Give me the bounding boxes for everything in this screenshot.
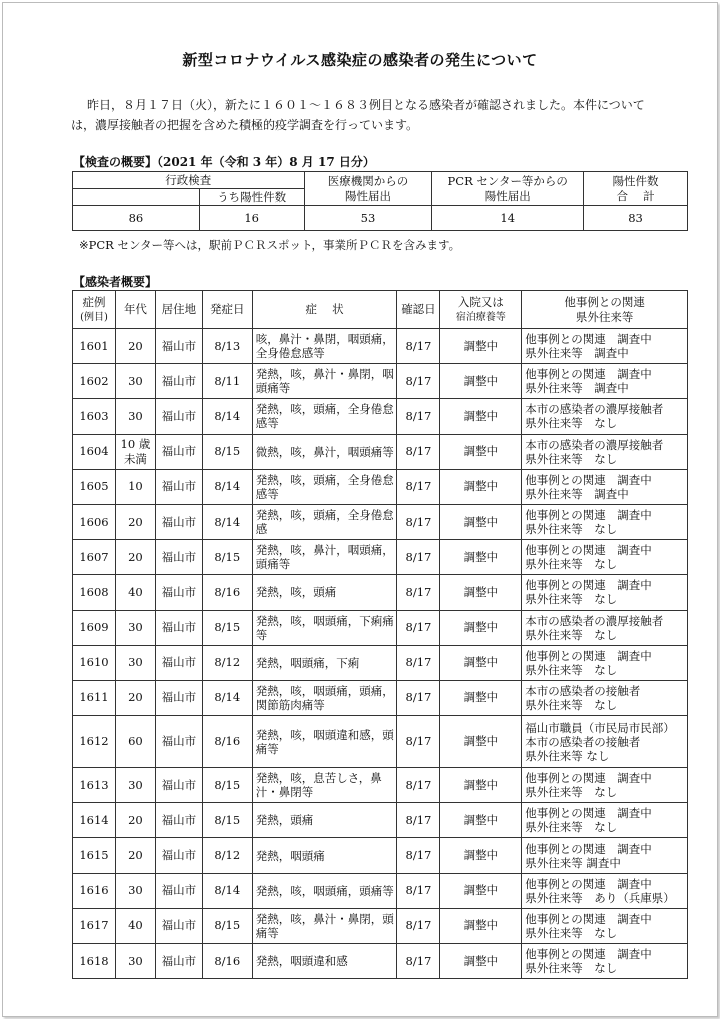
table-row bbox=[73, 469, 688, 504]
case-age: 60 bbox=[115, 716, 155, 768]
case-onset-date: 8/15 bbox=[202, 434, 252, 469]
case-symptoms: 発熱，咳，咽頭痛，頭痛，関節筋肉痛等 bbox=[252, 680, 397, 715]
header-medical: 医療機関からの 陽性届出 bbox=[304, 172, 432, 206]
header-positive: うち陽性件数 bbox=[199, 189, 304, 206]
case-symptoms: 発熱，咳，咽頭痛，下痢痛等 bbox=[252, 610, 397, 645]
case-confirmed-date: 8/17 bbox=[397, 610, 440, 645]
case-hospital-status: 調整中 bbox=[440, 716, 522, 768]
case-residence: 福山市 bbox=[155, 575, 202, 610]
col-age: 年代 bbox=[115, 291, 155, 329]
case-symptoms: 発熱，咳，息苦しさ，鼻汁・鼻閉等 bbox=[252, 768, 397, 803]
case-relation: 本市の感染者の濃厚接触者 県外往来等 なし bbox=[522, 399, 688, 434]
case-relation: 他事例との関連 調査中 県外往来等 なし bbox=[522, 645, 688, 680]
case-number: 1615 bbox=[73, 838, 116, 873]
case-confirmed-date: 8/17 bbox=[397, 504, 440, 539]
case-hospital-status: 調整中 bbox=[440, 803, 522, 838]
table-row bbox=[73, 645, 688, 680]
case-confirmed-date: 8/17 bbox=[397, 716, 440, 768]
case-confirmed-date: 8/17 bbox=[397, 469, 440, 504]
case-age: 30 bbox=[115, 610, 155, 645]
col-hospital: 入院又は 宿泊療養等 bbox=[440, 291, 522, 329]
value-total: 83 bbox=[584, 206, 688, 231]
table-row bbox=[73, 873, 688, 908]
value-pcr: 14 bbox=[432, 206, 584, 231]
case-onset-date: 8/15 bbox=[202, 908, 252, 943]
case-confirmed-date: 8/17 bbox=[397, 364, 440, 399]
case-number: 1609 bbox=[73, 610, 116, 645]
col-residence: 居住地 bbox=[155, 291, 202, 329]
case-hospital-status: 調整中 bbox=[440, 364, 522, 399]
case-age: 20 bbox=[115, 803, 155, 838]
case-onset-date: 8/15 bbox=[202, 768, 252, 803]
case-symptoms: 発熱，咳，咽頭痛，頭痛等 bbox=[252, 873, 397, 908]
case-number: 1616 bbox=[73, 873, 116, 908]
case-onset-date: 8/14 bbox=[202, 504, 252, 539]
case-hospital-status: 調整中 bbox=[440, 838, 522, 873]
table-row bbox=[73, 716, 688, 768]
case-number: 1610 bbox=[73, 645, 116, 680]
case-symptoms: 発熱，咳，頭痛，全身倦怠感 bbox=[252, 504, 397, 539]
page-title: 新型コロナウイルス感染症の感染者の発生について bbox=[182, 51, 538, 69]
case-hospital-status: 調整中 bbox=[440, 575, 522, 610]
case-residence: 福山市 bbox=[155, 434, 202, 469]
case-residence: 福山市 bbox=[155, 329, 202, 364]
table-row bbox=[73, 504, 688, 539]
case-age: 30 bbox=[115, 399, 155, 434]
case-residence: 福山市 bbox=[155, 716, 202, 768]
table-row bbox=[73, 329, 688, 364]
case-residence: 福山市 bbox=[155, 540, 202, 575]
case-number: 1617 bbox=[73, 908, 116, 943]
table-row bbox=[73, 399, 688, 434]
case-confirmed-date: 8/17 bbox=[397, 908, 440, 943]
case-residence: 福山市 bbox=[155, 364, 202, 399]
case-symptoms: 発熱，咳，頭痛，全身倦怠感等 bbox=[252, 399, 397, 434]
case-relation: 他事例との関連 調査中 県外往来等 なし bbox=[522, 944, 688, 979]
case-residence: 福山市 bbox=[155, 504, 202, 539]
case-hospital-status: 調整中 bbox=[440, 944, 522, 979]
case-relation: 他事例との関連 調査中 県外往来等 なし bbox=[522, 540, 688, 575]
case-number: 1604 bbox=[73, 434, 116, 469]
case-age: 30 bbox=[115, 768, 155, 803]
case-age: 30 bbox=[115, 364, 155, 399]
case-hospital-status: 調整中 bbox=[440, 680, 522, 715]
case-confirmed-date: 8/17 bbox=[397, 399, 440, 434]
case-hospital-status: 調整中 bbox=[440, 768, 522, 803]
case-age: 20 bbox=[115, 540, 155, 575]
table-row bbox=[73, 434, 688, 469]
table-row bbox=[73, 944, 688, 979]
case-onset-date: 8/13 bbox=[202, 329, 252, 364]
case-hospital-status: 調整中 bbox=[440, 873, 522, 908]
case-age: 40 bbox=[115, 908, 155, 943]
case-relation: 他事例との関連 調査中 県外往来等 なし bbox=[522, 504, 688, 539]
case-residence: 福山市 bbox=[155, 768, 202, 803]
table-row bbox=[73, 908, 688, 943]
case-onset-date: 8/12 bbox=[202, 838, 252, 873]
case-relation: 他事例との関連 調査中 県外往来等 調査中 bbox=[522, 364, 688, 399]
case-number: 1605 bbox=[73, 469, 116, 504]
case-confirmed-date: 8/17 bbox=[397, 540, 440, 575]
case-relation: 他事例との関連 調査中 県外往来等 あり（兵庫県） bbox=[522, 873, 688, 908]
case-symptoms: 発熱，咽頭痛 bbox=[252, 838, 397, 873]
case-relation: 本市の感染者の濃厚接触者 県外往来等 なし bbox=[522, 610, 688, 645]
case-symptoms: 発熱，咳，咽頭違和感，頭痛等 bbox=[252, 716, 397, 768]
case-confirmed-date: 8/17 bbox=[397, 575, 440, 610]
case-number: 1613 bbox=[73, 768, 116, 803]
case-symptoms: 発熱，頭痛 bbox=[252, 803, 397, 838]
case-residence: 福山市 bbox=[155, 469, 202, 504]
case-hospital-status: 調整中 bbox=[440, 329, 522, 364]
case-symptoms: 発熱，咽頭違和感 bbox=[252, 944, 397, 979]
case-confirmed-date: 8/17 bbox=[397, 434, 440, 469]
case-number: 1612 bbox=[73, 716, 116, 768]
case-number: 1611 bbox=[73, 680, 116, 715]
case-hospital-status: 調整中 bbox=[440, 908, 522, 943]
header-total: 陽性件数 合 計 bbox=[584, 172, 688, 206]
case-hospital-status: 調整中 bbox=[440, 645, 522, 680]
case-summary-heading: 【感染者概要】 bbox=[73, 275, 158, 289]
case-onset-date: 8/14 bbox=[202, 873, 252, 908]
case-number: 1603 bbox=[73, 399, 116, 434]
case-confirmed-date: 8/17 bbox=[397, 329, 440, 364]
case-number: 1608 bbox=[73, 575, 116, 610]
col-relation: 他事例との関連 県外往来等 bbox=[522, 291, 688, 329]
case-hospital-status: 調整中 bbox=[440, 399, 522, 434]
table-row bbox=[73, 838, 688, 873]
case-relation: 福山市職員（市民局市民部） 本市の感染者の接触者 県外往来等 なし bbox=[522, 716, 688, 768]
case-age: 10 歳 未満 bbox=[115, 434, 155, 469]
case-number: 1606 bbox=[73, 504, 116, 539]
value-admin: 86 bbox=[73, 206, 200, 231]
case-symptoms: 微熱，咳，鼻汁，咽頭痛等 bbox=[252, 434, 397, 469]
col-symptoms: 症 状 bbox=[252, 291, 397, 329]
case-number: 1602 bbox=[73, 364, 116, 399]
case-relation: 他事例との関連 調査中 県外往来等 調査中 bbox=[522, 329, 688, 364]
case-relation: 他事例との関連 調査中 県外往来等 なし bbox=[522, 908, 688, 943]
table-row bbox=[73, 575, 688, 610]
case-relation: 本市の感染者の接触者 県外往来等 なし bbox=[522, 680, 688, 715]
case-onset-date: 8/12 bbox=[202, 645, 252, 680]
test-summary-table bbox=[72, 171, 688, 231]
case-onset-date: 8/15 bbox=[202, 610, 252, 645]
table-row bbox=[73, 540, 688, 575]
table-row bbox=[73, 610, 688, 645]
case-residence: 福山市 bbox=[155, 399, 202, 434]
case-confirmed-date: 8/17 bbox=[397, 680, 440, 715]
case-residence: 福山市 bbox=[155, 645, 202, 680]
col-onset: 発症日 bbox=[202, 291, 252, 329]
case-onset-date: 8/15 bbox=[202, 540, 252, 575]
case-hospital-status: 調整中 bbox=[440, 610, 522, 645]
table-row bbox=[73, 364, 688, 399]
case-onset-date: 8/11 bbox=[202, 364, 252, 399]
case-relation: 他事例との関連 調査中 県外往来等 なし bbox=[522, 575, 688, 610]
case-relation: 他事例との関連 調査中 県外往来等 なし bbox=[522, 768, 688, 803]
case-age: 30 bbox=[115, 873, 155, 908]
case-age: 30 bbox=[115, 645, 155, 680]
col-case: 症例 (例目) bbox=[73, 291, 116, 329]
case-age: 20 bbox=[115, 838, 155, 873]
case-symptoms: 咳，鼻汁・鼻閉，咽頭痛，全身倦怠感等 bbox=[252, 329, 397, 364]
case-symptoms: 発熱，咳，鼻汁・鼻閉，頭痛等 bbox=[252, 908, 397, 943]
case-residence: 福山市 bbox=[155, 838, 202, 873]
case-confirmed-date: 8/17 bbox=[397, 803, 440, 838]
case-symptoms: 発熱，咳，頭痛 bbox=[252, 575, 397, 610]
case-confirmed-date: 8/17 bbox=[397, 944, 440, 979]
header-pcr-center: PCR センター等からの 陽性届出 bbox=[432, 172, 584, 206]
value-positive: 16 bbox=[199, 206, 304, 231]
case-number: 1607 bbox=[73, 540, 116, 575]
case-relation: 他事例との関連 調査中 県外往来等 調査中 bbox=[522, 469, 688, 504]
case-confirmed-date: 8/17 bbox=[397, 873, 440, 908]
case-age: 20 bbox=[115, 504, 155, 539]
case-symptoms: 発熱，咳，頭痛，全身倦怠感等 bbox=[252, 469, 397, 504]
case-age: 40 bbox=[115, 575, 155, 610]
case-residence: 福山市 bbox=[155, 803, 202, 838]
case-symptoms: 発熱，咽頭痛，下痢 bbox=[252, 645, 397, 680]
case-confirmed-date: 8/17 bbox=[397, 768, 440, 803]
case-hospital-status: 調整中 bbox=[440, 434, 522, 469]
case-onset-date: 8/14 bbox=[202, 680, 252, 715]
case-residence: 福山市 bbox=[155, 944, 202, 979]
case-hospital-status: 調整中 bbox=[440, 540, 522, 575]
case-age: 10 bbox=[115, 469, 155, 504]
case-onset-date: 8/16 bbox=[202, 716, 252, 768]
case-onset-date: 8/14 bbox=[202, 399, 252, 434]
case-onset-date: 8/16 bbox=[202, 944, 252, 979]
case-relation: 本市の感染者の濃厚接触者 県外往来等 なし bbox=[522, 434, 688, 469]
case-symptoms: 発熱，咳，鼻汁・鼻閉，咽頭痛等 bbox=[252, 364, 397, 399]
case-confirmed-date: 8/17 bbox=[397, 838, 440, 873]
case-age: 30 bbox=[115, 944, 155, 979]
document-page bbox=[2, 2, 718, 1017]
case-summary-table bbox=[72, 290, 688, 979]
case-number: 1614 bbox=[73, 803, 116, 838]
case-hospital-status: 調整中 bbox=[440, 469, 522, 504]
pcr-note: ※PCR センター等へは，駅前ＰＣＲスポット，事業所ＰＣＲを含みます。 bbox=[79, 238, 461, 252]
table-row bbox=[73, 680, 688, 715]
case-relation: 他事例との関連 調査中 県外往来等 なし bbox=[522, 803, 688, 838]
case-age: 20 bbox=[115, 329, 155, 364]
case-relation: 他事例との関連 調査中 県外往来等 調査中 bbox=[522, 838, 688, 873]
case-onset-date: 8/15 bbox=[202, 803, 252, 838]
case-residence: 福山市 bbox=[155, 610, 202, 645]
case-residence: 福山市 bbox=[155, 680, 202, 715]
value-medical: 53 bbox=[304, 206, 432, 231]
header-admin-test: 行政検査 bbox=[73, 172, 305, 189]
table-row bbox=[73, 803, 688, 838]
case-symptoms: 発熱，咳，鼻汁，咽頭痛，頭痛等 bbox=[252, 540, 397, 575]
case-age: 20 bbox=[115, 680, 155, 715]
case-number: 1618 bbox=[73, 944, 116, 979]
header-admin-spacer bbox=[73, 189, 200, 206]
case-residence: 福山市 bbox=[155, 908, 202, 943]
case-residence: 福山市 bbox=[155, 873, 202, 908]
case-number: 1601 bbox=[73, 329, 116, 364]
case-onset-date: 8/16 bbox=[202, 575, 252, 610]
table-row bbox=[73, 768, 688, 803]
case-confirmed-date: 8/17 bbox=[397, 645, 440, 680]
case-onset-date: 8/14 bbox=[202, 469, 252, 504]
intro-paragraph: 昨日，８月１７日（火），新たに１６０１～１６８３例目となる感染者が確認されました。本件については，濃厚接触者の把握を含めた積極的疫学調査を行っています。 bbox=[71, 98, 645, 132]
col-confirmed: 確認日 bbox=[397, 291, 440, 329]
test-summary-heading: 【検査の概要】（2021 年（令和 3 年）8 月 17 日分） bbox=[73, 155, 375, 169]
case-hospital-status: 調整中 bbox=[440, 504, 522, 539]
